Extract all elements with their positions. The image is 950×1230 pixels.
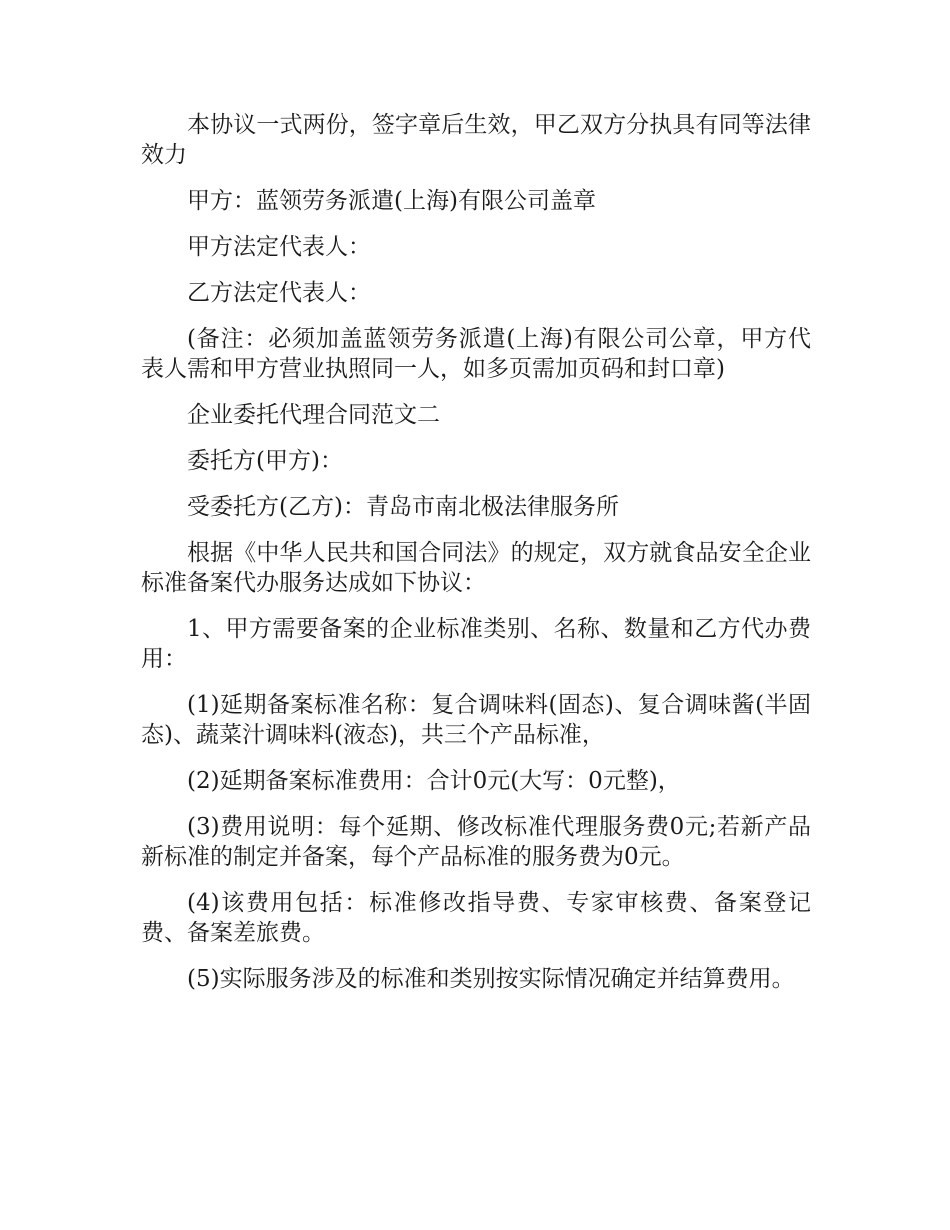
- clause-1: 1、甲方需要备案的企业标准类别、名称、数量和乙方代办费用：: [141, 616, 811, 672]
- clause-1-item-3: (3)费用说明：每个延期、修改标准代理服务费0元;若新产品新标准的制定并备案，每个产品标准的服务费为0元。: [141, 814, 811, 870]
- paragraph-basis: 根据《中华人民共和国合同法》的规定，双方就食品安全企业标准备案代办服务达成如下协议：: [141, 540, 811, 596]
- section-heading: 企业委托代理合同范文二: [187, 402, 440, 428]
- paragraph-effectiveness: 本协议一式两份，签字章后生效，甲乙双方分执具有同等法律效力: [141, 112, 811, 168]
- clause-1-item-5: (5)实际服务涉及的标准和类别按实际情况确定并结算费用。: [187, 966, 795, 992]
- document-page: [141, 110, 811, 1010]
- paragraph-party-a-seal: 甲方：蓝领劳务派遣(上海)有限公司盖章: [187, 188, 596, 214]
- paragraph-agent: 受委托方(乙方)：青岛市南北极法律服务所: [187, 494, 619, 520]
- clause-1-item-4: (4)该费用包括：标准修改指导费、专家审核费、备案登记费、备案差旅费。: [141, 890, 811, 946]
- paragraph-party-b-representative: 乙方法定代表人：: [187, 280, 371, 306]
- paragraph-remark: (备注：必须加盖蓝领劳务派遣(上海)有限公司公章，甲方代表人需和甲方营业执照同一人，如多页需加页码和封口章): [141, 326, 811, 382]
- clause-1-item-1: (1)延期备案标准名称：复合调味料(固态)、复合调味酱(半固态)、蔬菜汁调味料(液态)，共三个产品标准，: [141, 692, 811, 748]
- paragraph-party-a-representative: 甲方法定代表人：: [187, 234, 371, 260]
- paragraph-principal: 委托方(甲方)：: [187, 448, 343, 474]
- clause-1-item-2: (2)延期备案标准费用：合计0元(大写：0元整)，: [187, 768, 681, 794]
